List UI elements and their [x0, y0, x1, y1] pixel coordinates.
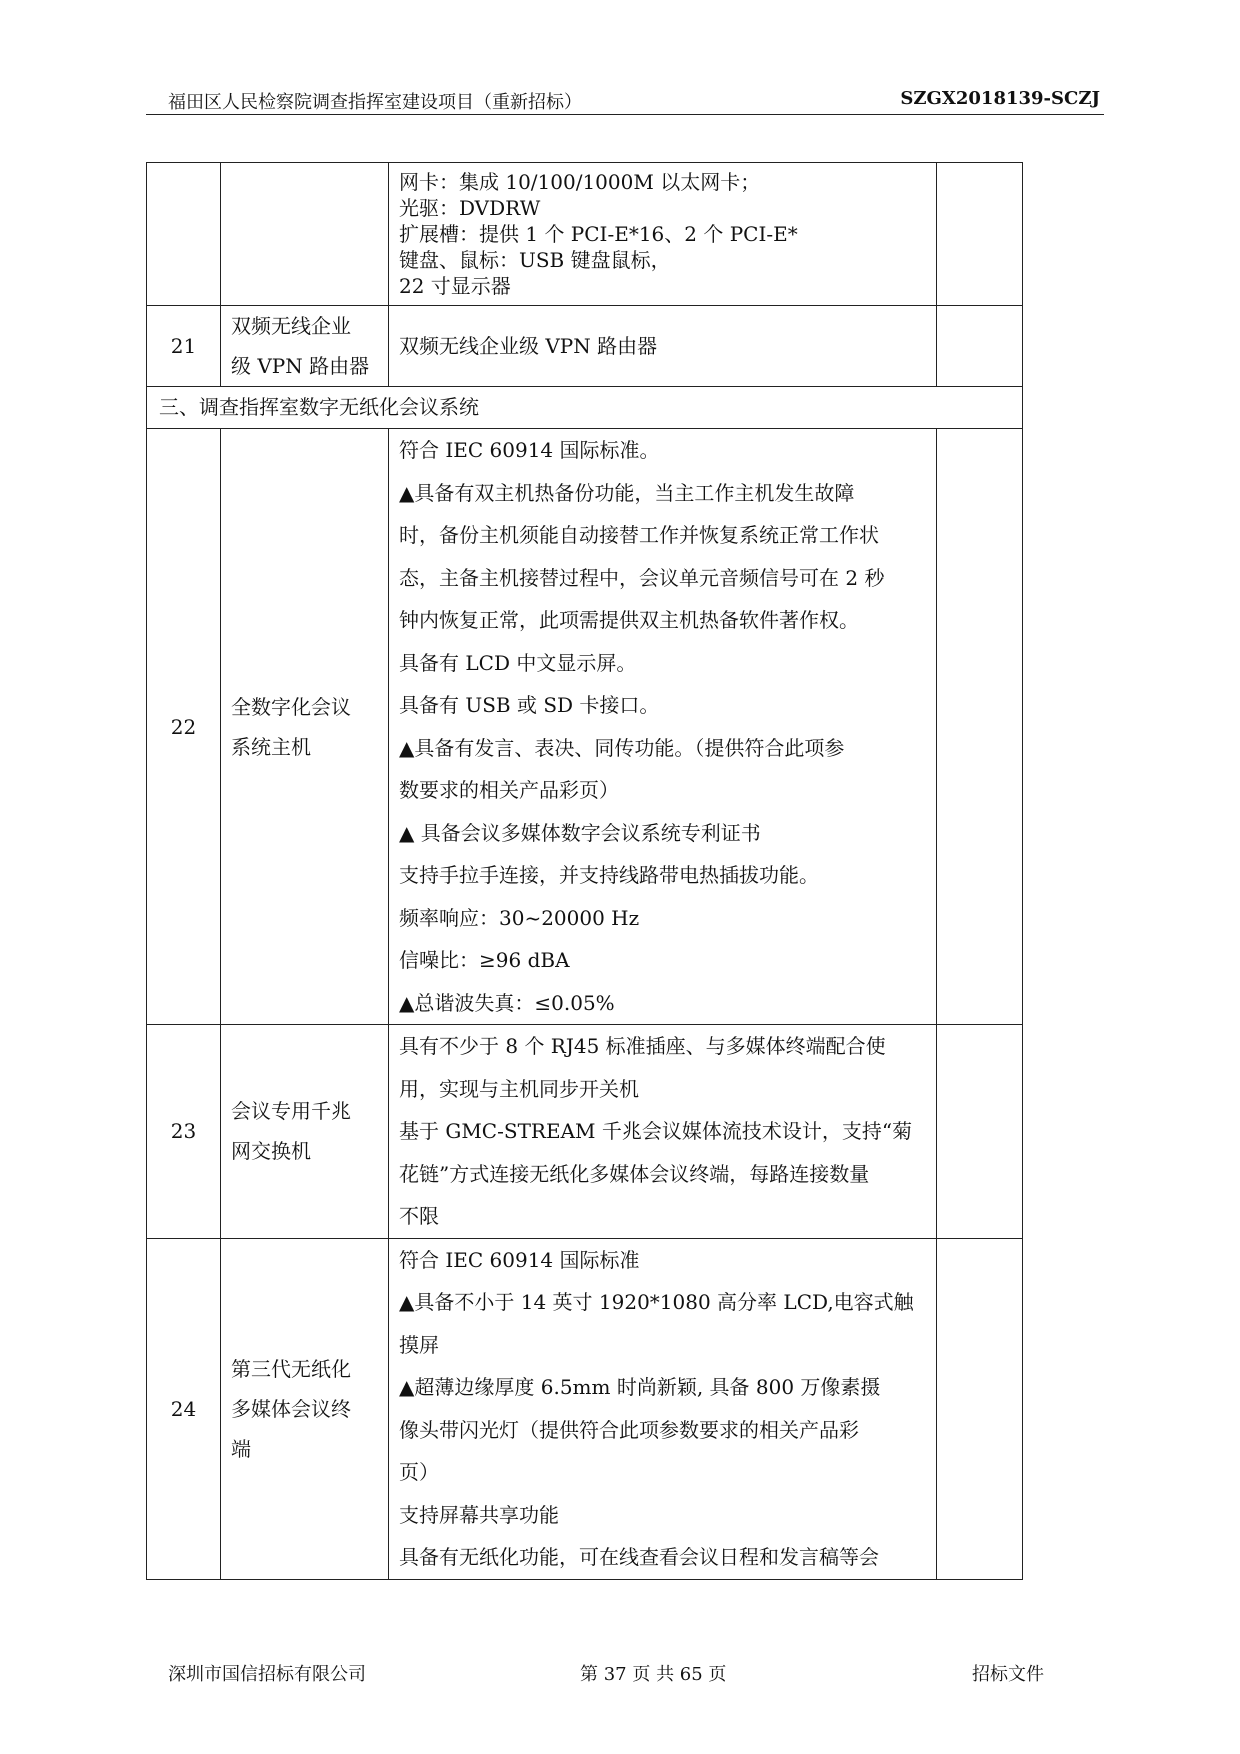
text-line: 信噪比：≥96 dBA — [399, 948, 570, 972]
text-line: 摸屏 — [399, 1332, 439, 1357]
text-line: ▲具备不小于 14 英寸 1920*1080 高分率 LCD,电容式触 — [399, 1290, 914, 1314]
row-number: 22 — [147, 429, 221, 1025]
text-line: 键盘、鼠标：USB 键盘鼠标， — [399, 248, 671, 272]
text-line: 22 寸显示器 — [399, 274, 511, 298]
text-line: 支持手拉手连接，并支持线路带电热插拔功能。 — [399, 863, 819, 887]
item-name — [221, 1238, 389, 1579]
text-line: ▲总谐波失真：≤0.05% — [399, 990, 615, 1015]
text-line: 基于 GMC-STREAM 千兆会议媒体流技术设计，支持“菊 — [399, 1119, 913, 1143]
item-name — [221, 1025, 389, 1239]
text-line: ▲具备有发言、表决、同传功能。（提供符合此项参 — [399, 735, 845, 760]
text-line: 具备有 USB 或 SD 卡接口。 — [399, 693, 660, 717]
text-line: 态，主备主机接替过程中，会议单元音频信号可在 2 秒 — [399, 565, 885, 590]
text-line: 双频无线企业级 VPN 路由器 — [399, 333, 658, 358]
footer-doc-type: 招标文件 — [972, 1664, 1044, 1685]
header-code: SZGX2018139-SCZJ — [900, 88, 1100, 109]
spec-table — [146, 162, 1023, 1580]
item-spec — [389, 1025, 937, 1239]
text-line: 级 VPN 路由器 — [231, 354, 370, 378]
page-footer — [168, 1660, 1044, 1684]
remark-cell — [937, 1025, 1023, 1239]
text-line: 网卡：集成 10/100/1000M 以太网卡； — [399, 170, 761, 194]
text-line: 具备有无纸化功能，可在线查看会议日程和发言稿等会 — [399, 1545, 879, 1569]
item-spec — [389, 1238, 937, 1579]
header-divider — [146, 114, 1104, 115]
text-line: 用，实现与主机同步开关机 — [399, 1076, 639, 1101]
remark-cell — [937, 429, 1023, 1025]
text-line: 不限 — [399, 1204, 439, 1228]
text-line: 双频无线企业 — [231, 314, 351, 338]
text-line: 第三代无纸化 — [231, 1356, 351, 1381]
text-line: 像头带闪光灯（提供符合此项参数要求的相关产品彩 — [399, 1417, 859, 1442]
row-number: 23 — [147, 1025, 221, 1239]
section-title: 三、调查指挥室数字无纸化会议系统 — [147, 387, 1023, 429]
text-line: 全数字化会议 — [231, 694, 351, 719]
text-line: 扩展槽：提供 1 个 PCI-E*16、2 个 PCI-E* — [399, 222, 798, 246]
header-title: 福田区人民检察院调查指挥室建设项目（重新招标） — [168, 92, 582, 113]
table-row-23 — [147, 1025, 1023, 1239]
row-number: 21 — [147, 306, 221, 387]
text-line: 具有不少于 8 个 RJ45 标准插座、与多媒体终端配合使 — [399, 1034, 886, 1058]
text-line: 频率响应：30~20000 Hz — [399, 905, 640, 930]
text-line: 会议专用千兆 — [231, 1099, 351, 1124]
text-line: ▲超薄边缘厚度 6.5mm 时尚新颖, 具备 800 万像素摄 — [399, 1375, 881, 1399]
item-spec — [389, 429, 937, 1025]
table-row-22 — [147, 429, 1023, 1025]
table-row-cont — [147, 163, 1023, 306]
text-line: 符合 IEC 60914 国际标准。 — [399, 438, 660, 462]
text-line: 具备有 LCD 中文显示屏。 — [399, 650, 637, 675]
table-row-24 — [147, 1238, 1023, 1579]
row-number: 24 — [147, 1238, 221, 1579]
remark-cell — [937, 1238, 1023, 1579]
text-line: 支持屏幕共享功能 — [399, 1502, 559, 1527]
text-line: 多媒体会议终 — [231, 1396, 351, 1421]
section-row — [147, 387, 1023, 429]
row-number — [147, 163, 221, 306]
footer-company: 深圳市国信招标有限公司 — [168, 1664, 366, 1685]
table-row-21 — [147, 306, 1023, 387]
remark-cell — [937, 163, 1023, 306]
page-header — [168, 88, 1100, 112]
text-line: 数要求的相关产品彩页） — [399, 778, 619, 802]
text-line: 系统主机 — [231, 734, 311, 759]
text-line: 光驱：DVDRW — [399, 196, 541, 220]
item-name — [221, 306, 389, 387]
text-line: ▲具备有双主机热备份功能，当主工作主机发生故障 — [399, 480, 855, 505]
text-line: 符合 IEC 60914 国际标准 — [399, 1247, 640, 1272]
item-spec — [389, 163, 937, 306]
item-name — [221, 429, 389, 1025]
text-line: 端 — [231, 1436, 251, 1461]
footer-page-number: 第 37 页 共 65 页 — [580, 1664, 727, 1685]
text-line: 网交换机 — [231, 1139, 311, 1164]
text-line: 花链”方式连接无纸化多媒体会议终端，每路连接数量 — [399, 1161, 870, 1186]
text-line: 时，备份主机须能自动接替工作并恢复系统正常工作状 — [399, 523, 879, 547]
item-spec — [389, 306, 937, 387]
text-line: ▲ 具备会议多媒体数字会议系统专利证书 — [399, 820, 761, 845]
remark-cell — [937, 306, 1023, 387]
text-line: 页） — [399, 1460, 439, 1484]
item-name — [221, 163, 389, 306]
text-line: 钟内恢复正常，此项需提供双主机热备软件著作权。 — [399, 608, 859, 632]
